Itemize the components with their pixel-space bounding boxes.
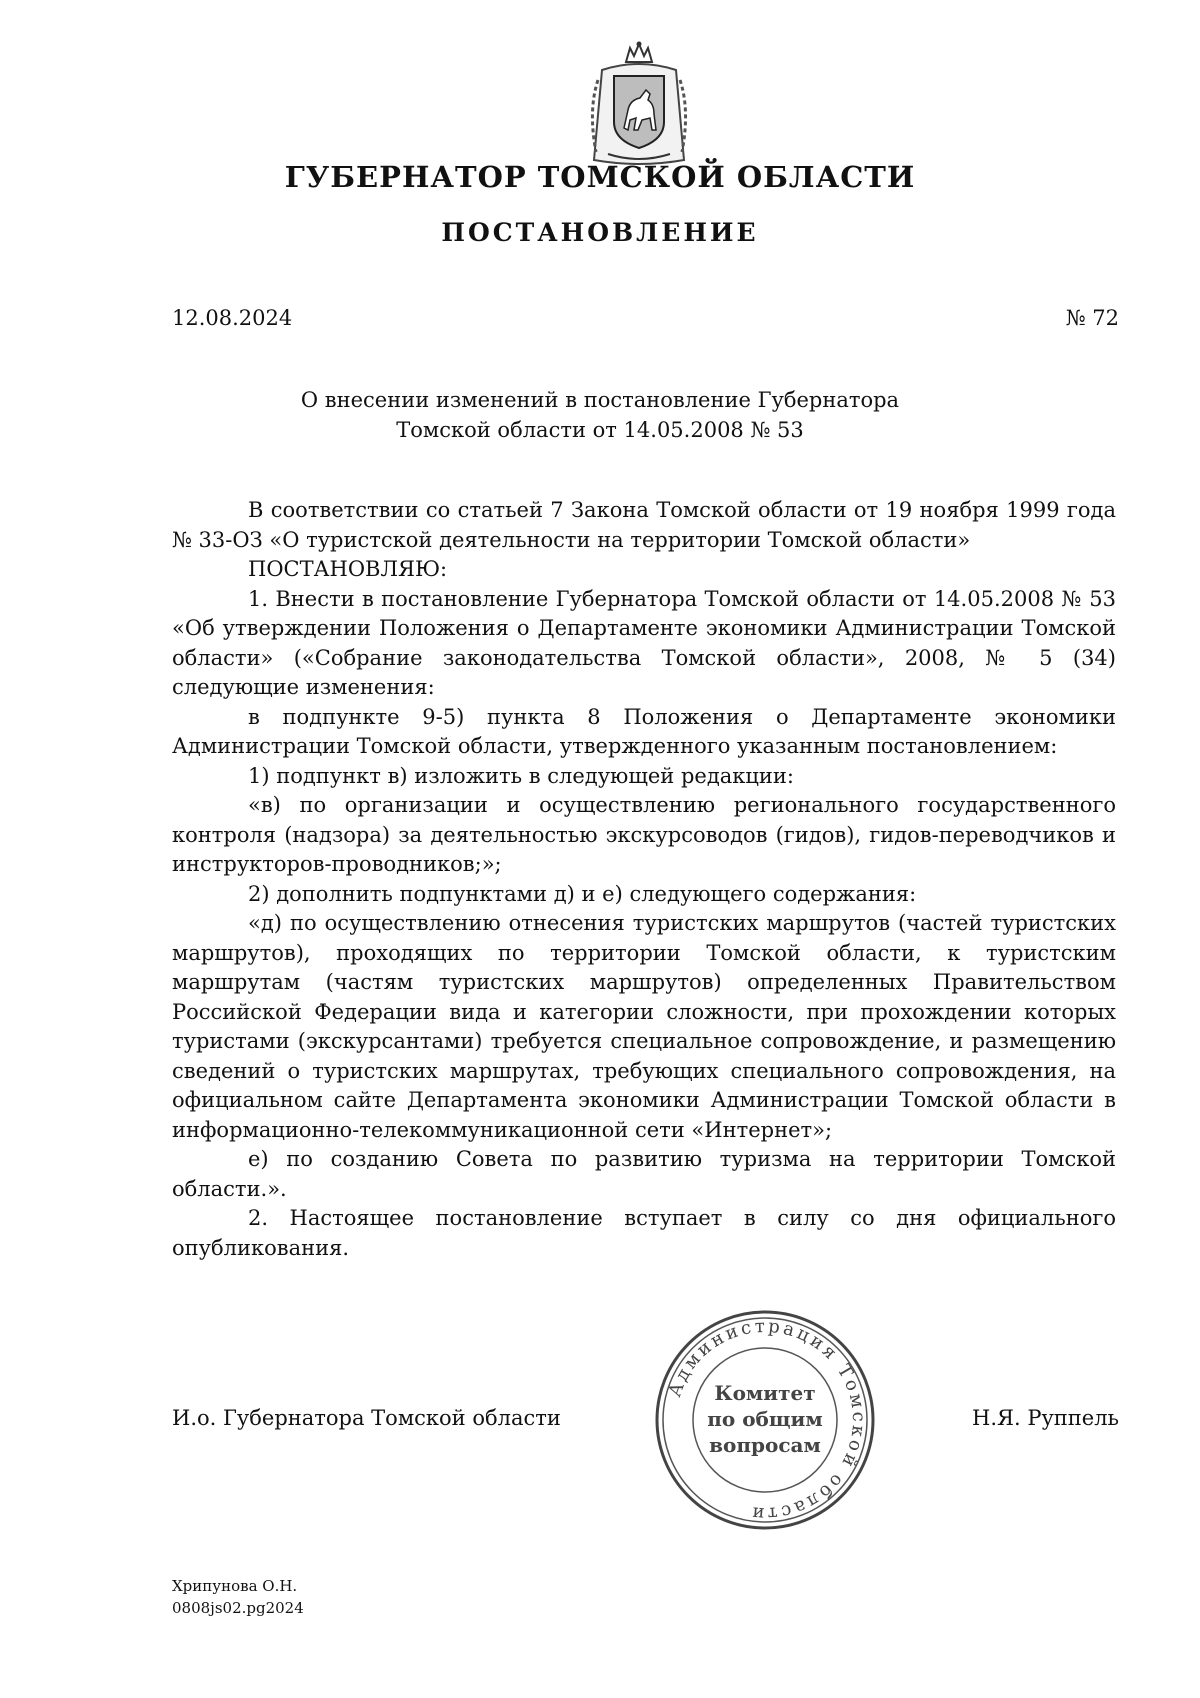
file-code: 0808js02.pg2024 [172, 1599, 304, 1617]
body-paragraph: е) по созданию Совета по развитию туризма на территории Томской области.». [172, 1147, 1116, 1201]
body-paragraph: 1) подпункт в) изложить в следующей редакции: [248, 763, 794, 788]
body-paragraph: «д) по осуществлению отнесения туристских маршрутов (частей туристских маршрутов), проходящих по территории Томской области, к туристским маршрутам (частям туристских маршрутов) определенных Правительством Российской Федерации вида и категории сложности, при прохождении которых туристами (экскурсантами) требуется специальное сопровождение, и размещению сведений о туристских маршрутах, требующих специального сопровождения, на официальном сайте Департамента экономики Администрации Томской области в информационно-телекоммуникационной сети «Интернет»; [172, 911, 1116, 1142]
body-paragraph: в подпункте 9-5) пункта 8 Положения о Департаменте экономики Администрации Томской области, утвержденного указанным постановлением: [172, 704, 1116, 758]
executor-name: Хрипунова О.Н. [172, 1577, 298, 1595]
body-paragraph: 2. Настоящее постановление вступает в силу со дня официального опубликования. [172, 1206, 1116, 1260]
body-paragraph: «в) по организации и осуществлению регионального государственного контроля (надзора) за деятельностью экскурсоводов (гидов), гидов-переводчиков и инструкторов-проводников;»; [172, 793, 1116, 876]
signatory-name: Н.Я. Руппель [972, 1406, 1119, 1430]
document-date: 12.08.2024 [172, 306, 293, 330]
document-subject [0, 385, 1200, 445]
document-body [172, 496, 1116, 1263]
stamp-center-line-2: по общим [707, 1407, 823, 1431]
official-round-stamp [650, 1305, 880, 1535]
decree-word: ПОСТАНОВЛЯЮ: [248, 557, 448, 581]
document-type-title: ПОСТАНОВЛЕНИЕ [441, 218, 759, 247]
body-paragraph: 1. Внести в постановление Губернатора Томской области от 14.05.2008 № 53 «Об утверждении Положения о Департаменте экономики Администрации Томской области» («Собрание законодательства Томской области», 2008, № 5 (34) следующие изменения: [172, 586, 1116, 699]
stamp-center-line-3: вопросам [709, 1433, 821, 1457]
stamp-ring-text: Администрация Томской области [664, 1315, 870, 1525]
stamp-center-line-1: Комитет [714, 1381, 816, 1405]
subject-line-1: О внесении изменений в постановление Губернатора [300, 388, 900, 412]
executor-footer [172, 1575, 304, 1619]
preamble-paragraph: В соответствии со статьей 7 Закона Томской области от 19 ноября 1999 года № 33-ОЗ «О туристской деятельности на территории Томской области» [172, 498, 1116, 552]
issuer-title: ГУБЕРНАТОР ТОМСКОЙ ОБЛАСТИ [284, 160, 916, 194]
tomsk-coat-of-arms-emblem [584, 40, 694, 170]
subject-line-2: Томской области от 14.05.2008 № 53 [396, 418, 804, 442]
body-paragraph: 2) дополнить подпунктами д) и е) следующего содержания: [248, 881, 917, 906]
document-number: № 72 [1065, 306, 1119, 330]
signatory-position: И.о. Губернатора Томской области [172, 1406, 561, 1430]
